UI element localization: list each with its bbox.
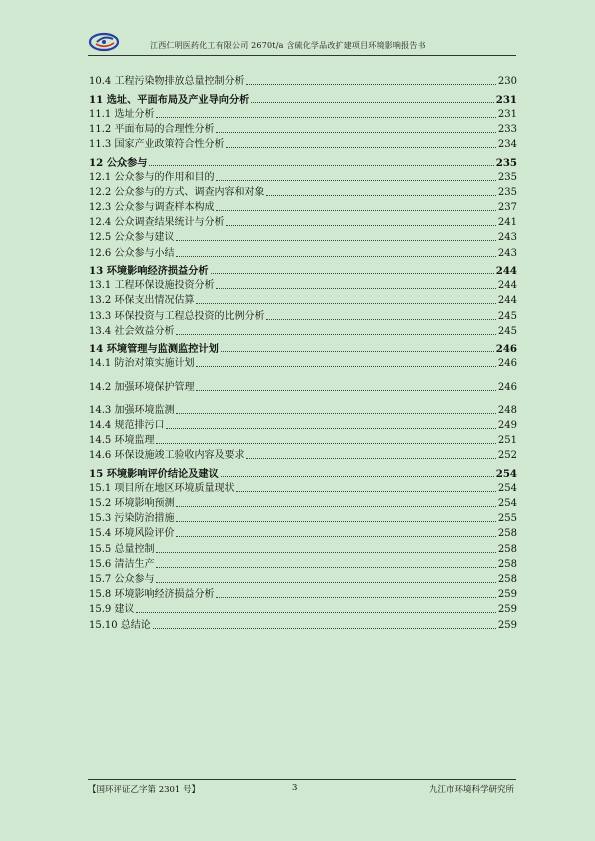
toc-leader-dots: [176, 535, 495, 537]
toc-leader-dots: [266, 318, 495, 320]
toc-entry-label: 15.8 环境影响经济损益分析: [89, 589, 215, 601]
toc-entry-label: 14.5 环境监理: [89, 435, 155, 447]
toc-entry-label: 12.3 公众参与调查样本构成: [89, 202, 215, 214]
toc-entry[interactable]: [89, 106, 517, 121]
toc-leader-dots: [156, 566, 495, 568]
toc-entry-page: 251: [497, 435, 517, 447]
toc-entry-page: 246: [495, 343, 517, 356]
toc-entry-label: 15.4 环境风险评价: [89, 528, 175, 540]
toc-entry[interactable]: [89, 214, 517, 229]
toc-entry-label: 15.5 总量控制: [89, 543, 155, 555]
toc-entry[interactable]: [89, 447, 517, 462]
toc-entry[interactable]: [89, 586, 517, 601]
toc-entry[interactable]: [89, 525, 517, 540]
toc-entry-label: 14.4 规范排污口: [89, 419, 165, 431]
toc-entry-page: 243: [497, 247, 517, 259]
certificate-number: 【国环评证乙字第 2301 号】: [88, 785, 201, 795]
toc-entry[interactable]: [89, 432, 517, 447]
toc-leader-dots: [246, 457, 495, 459]
toc-chapter-entry[interactable]: [89, 151, 517, 168]
toc-entry-page: 246: [497, 381, 517, 393]
toc-entry-page: 259: [497, 589, 517, 601]
toc-entry[interactable]: [89, 571, 517, 586]
toc-leader-dots: [246, 83, 495, 85]
toc-entry[interactable]: [89, 556, 517, 571]
toc-entry-page: 248: [497, 404, 517, 416]
toc-entry[interactable]: [89, 229, 517, 244]
toc-leader-dots: [156, 581, 495, 583]
toc-entry-label: 11.3 国家产业政策符合性分析: [89, 139, 225, 151]
toc-leader-dots: [226, 146, 495, 148]
toc-entry[interactable]: [89, 277, 517, 292]
toc-leader-dots: [221, 475, 494, 477]
toc-entry-label: 14.6 环保设施竣工验收内容及要求: [89, 450, 245, 462]
toc-entry-label: 13.2 环保支出情况估算: [89, 295, 195, 307]
toc-entry-page: 235: [497, 171, 517, 183]
toc-leader-dots: [221, 350, 494, 352]
toc-entry-page: 234: [497, 139, 517, 151]
toc-entry[interactable]: [89, 495, 517, 510]
toc-entry[interactable]: [89, 307, 517, 322]
toc-entry[interactable]: [89, 323, 517, 338]
toc-leader-dots: [166, 427, 495, 429]
toc-leader-dots: [176, 412, 495, 414]
toc-leader-dots: [156, 551, 495, 553]
toc-entry-label: 12.1 公众参与的作用和目的: [89, 171, 215, 183]
toc-entry[interactable]: [89, 355, 517, 370]
toc-entry-label: 13.3 环保投资与工程总投资的比例分析: [89, 310, 265, 322]
toc-entry-label: 12.4 公众调查结果统计与分析: [89, 217, 225, 229]
toc-entry-page: 235: [495, 156, 517, 169]
toc-entry-page: 241: [497, 217, 517, 229]
toc-entry-label: 11.2 平面布局的合理性分析: [89, 123, 215, 135]
toc-entry-page: 254: [497, 482, 517, 494]
toc-entry-page: 255: [497, 513, 517, 525]
toc-entry-page: 235: [497, 186, 517, 198]
toc-chapter-entry[interactable]: [89, 260, 517, 277]
toc-leader-dots: [149, 164, 493, 166]
toc-leader-dots: [176, 520, 495, 522]
toc-entry[interactable]: [89, 292, 517, 307]
toc-entry-page: 245: [497, 310, 517, 322]
toc-entry-page: 252: [497, 450, 517, 462]
table-of-contents: [89, 73, 517, 632]
toc-entry[interactable]: [89, 184, 517, 199]
toc-entry-page: 258: [497, 543, 517, 555]
toc-entry-page: 259: [497, 604, 517, 616]
toc-leader-dots: [251, 101, 493, 103]
toc-entry-page: 245: [497, 325, 517, 337]
toc-chapter-entry[interactable]: [89, 338, 517, 355]
toc-entry-label: 12.6 公众参与小结: [89, 247, 175, 259]
toc-leader-dots: [156, 442, 495, 444]
toc-entry[interactable]: [89, 402, 517, 417]
toc-leader-dots: [211, 272, 494, 274]
toc-entry-page: 258: [497, 558, 517, 570]
organization-logo-icon: [88, 32, 120, 52]
toc-entry-label: 15.6 清洁生产: [89, 558, 155, 570]
toc-entry-label: 12 公众参与: [89, 156, 148, 169]
toc-entry-page: 246: [497, 358, 517, 370]
toc-leader-dots: [216, 209, 495, 211]
toc-entry[interactable]: [89, 540, 517, 555]
toc-entry-label: 15.10 总结论: [89, 619, 151, 631]
toc-entry-page: 244: [497, 280, 517, 292]
toc-leader-dots: [236, 490, 495, 492]
toc-leader-dots: [176, 255, 495, 257]
toc-leader-dots: [136, 611, 495, 613]
toc-entry[interactable]: [89, 510, 517, 525]
toc-entry-label: 12.5 公众参与建议: [89, 232, 175, 244]
toc-leader-dots: [196, 302, 495, 304]
toc-entry-page: 244: [497, 295, 517, 307]
page-header: [88, 38, 516, 56]
page-number: 3: [292, 783, 298, 793]
toc-leader-dots: [153, 627, 496, 629]
toc-entry-label: 11.1 选址分析: [89, 108, 155, 120]
toc-leader-dots: [156, 116, 495, 118]
toc-entry[interactable]: [89, 199, 517, 214]
toc-leader-dots: [216, 596, 495, 598]
toc-entry-page: 258: [497, 574, 517, 586]
toc-chapter-entry[interactable]: [89, 88, 517, 105]
toc-leader-dots: [196, 365, 495, 367]
toc-entry-label: 15.7 公众参与: [89, 574, 155, 586]
toc-entry[interactable]: [89, 616, 517, 631]
toc-leader-dots: [176, 333, 495, 335]
toc-entry-label: 10.4 工程污染物排放总量控制分析: [89, 76, 245, 88]
toc-entry-label: 15.2 环境影响预测: [89, 498, 175, 510]
toc-leader-dots: [176, 505, 495, 507]
header-title: 江西仁明医药化工有限公司 2670t/a 含硫化学品改扩建项目环境影响报告书: [150, 41, 426, 50]
toc-entry[interactable]: [89, 244, 517, 259]
toc-entry-page: 231: [497, 108, 517, 120]
toc-leader-dots: [266, 194, 495, 196]
toc-entry-page: 249: [497, 419, 517, 431]
toc-leader-dots: [216, 179, 495, 181]
toc-entry[interactable]: [89, 136, 517, 151]
toc-entry[interactable]: [89, 73, 517, 88]
toc-entry-label: 15.3 污染防治措施: [89, 513, 175, 525]
toc-entry-page: 231: [495, 93, 517, 106]
toc-leader-dots: [196, 389, 495, 391]
toc-entry-page: 244: [495, 265, 517, 278]
toc-entry-label: 15 环境影响评价结论及建议: [89, 467, 219, 480]
toc-entry-label: 14 环境管理与监测监控计划: [89, 343, 219, 356]
toc-leader-dots: [226, 224, 495, 226]
toc-entry-page: 254: [497, 498, 517, 510]
toc-leader-dots: [176, 239, 495, 241]
toc-entry-page: 259: [497, 619, 517, 631]
toc-entry-label: 13.1 工程环保设施投资分析: [89, 280, 215, 292]
toc-leader-dots: [216, 287, 495, 289]
toc-entry[interactable]: [89, 601, 517, 616]
toc-entry-page: 230: [497, 76, 517, 88]
toc-entry-label: 15.9 建议: [89, 604, 135, 616]
institute-name: 九江市环境科学研究所: [428, 785, 514, 795]
toc-entry-label: 14.3 加强环境监测: [89, 404, 175, 416]
toc-entry-label: 14.2 加强环境保护管理: [89, 381, 195, 393]
toc-entry-page: 233: [497, 123, 517, 135]
toc-entry-page: 237: [497, 202, 517, 214]
toc-entry-page: 258: [497, 528, 517, 540]
toc-entry-page: 254: [495, 467, 517, 480]
toc-entry-label: 11 选址、平面布局及产业导向分析: [89, 93, 250, 106]
toc-entry-label: 15.1 项目所在地区环境质量现状: [89, 482, 235, 494]
toc-entry[interactable]: [89, 169, 517, 184]
toc-entry-page: 243: [497, 232, 517, 244]
toc-entry-label: 14.1 防治对策实施计划: [89, 358, 195, 370]
toc-leader-dots: [216, 131, 495, 133]
toc-entry[interactable]: [89, 121, 517, 136]
toc-entry[interactable]: [89, 417, 517, 432]
toc-chapter-entry[interactable]: [89, 462, 517, 479]
toc-entry-label: 13.4 社会效益分析: [89, 325, 175, 337]
toc-entry-label: 12.2 公众参与的方式、调查内容和对象: [89, 186, 265, 198]
toc-entry[interactable]: [89, 378, 517, 393]
toc-entry-label: 13 环境影响经济损益分析: [89, 265, 209, 278]
page-footer: [88, 779, 516, 795]
toc-entry[interactable]: [89, 480, 517, 495]
